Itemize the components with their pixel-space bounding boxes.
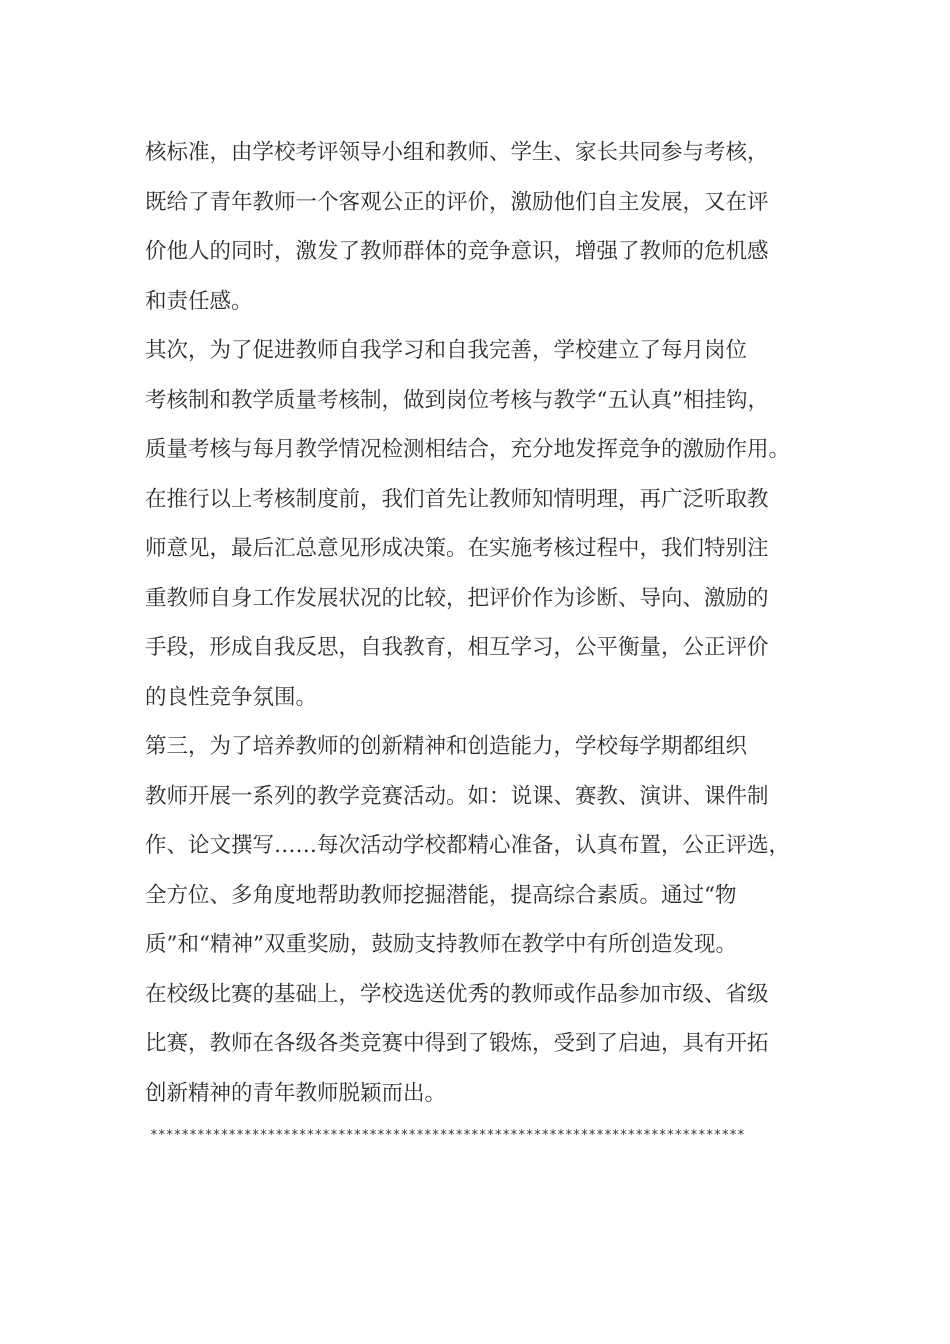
paragraph-start-line: 第三，为了培养教师的创新精神和创造能力，学校每学期都组织 [145, 734, 748, 759]
text-line: 全方位、多角度地帮助教师挖掘潜能，提高综合素质。通过“物 [145, 882, 737, 908]
text-line: 作、论文撰写……每次活动学校都精心准备，认真布置，公正评选， [145, 833, 791, 858]
text-line: 考核制和教学质量考核制，做到岗位考核与教学“五认真”相挂钩， [145, 387, 769, 413]
text-line: 比赛，教师在各级各类竞赛中得到了锻炼，受到了启迪，具有开拓 [145, 1031, 769, 1056]
text-line: 创新精神的青年教师脱颖而出。 [145, 1080, 447, 1106]
text-line: 质量考核与每月教学情况检测相结合，充分地发挥竞争的激励作用。 [145, 437, 791, 462]
text-line: 既给了青年教师一个客观公正的评价，激励他们自主发展，又在评 [145, 189, 769, 215]
text-line: 师意见，最后汇总意见形成决策。在实施考核过程中，我们特别注 [145, 536, 769, 561]
text-line: 质”和“精神”双重奖励，鼓励支持教师在教学中有所创造发现。 [145, 932, 737, 957]
text-line: 教师开展一系列的教学竞赛活动。如：说课、赛教、演讲、课件制 [145, 783, 769, 809]
text-line: 和责任感。 [145, 288, 253, 314]
text-line: 的良性竞争氛围。 [145, 684, 318, 710]
text-line: 价他人的同时，激发了教师群体的竞争意识，增强了教师的危机感 [145, 239, 769, 264]
text-line: 在校级比赛的基础上，学校选送优秀的教师或作品参加市级、省级 [145, 981, 769, 1007]
text-line: 在推行以上考核制度前，我们首先让教师知情明理，再广泛听取教 [145, 486, 769, 512]
asterisk-separator: **************************************************************************** [150, 1128, 745, 1143]
text-line: 手段，形成自我反思，自我教育，相互学习，公平衡量，公正评价 [145, 635, 769, 660]
text-line: 重教师自身工作发展状况的比较，把评价作为诊断、导向、激励的 [145, 585, 769, 611]
text-line: 核标准，由学校考评领导小组和教师、学生、家长共同参与考核， [145, 140, 769, 165]
paragraph-start-line: 其次，为了促进教师自我学习和自我完善，学校建立了每月岗位 [145, 338, 748, 363]
body-text [145, 128, 825, 1118]
